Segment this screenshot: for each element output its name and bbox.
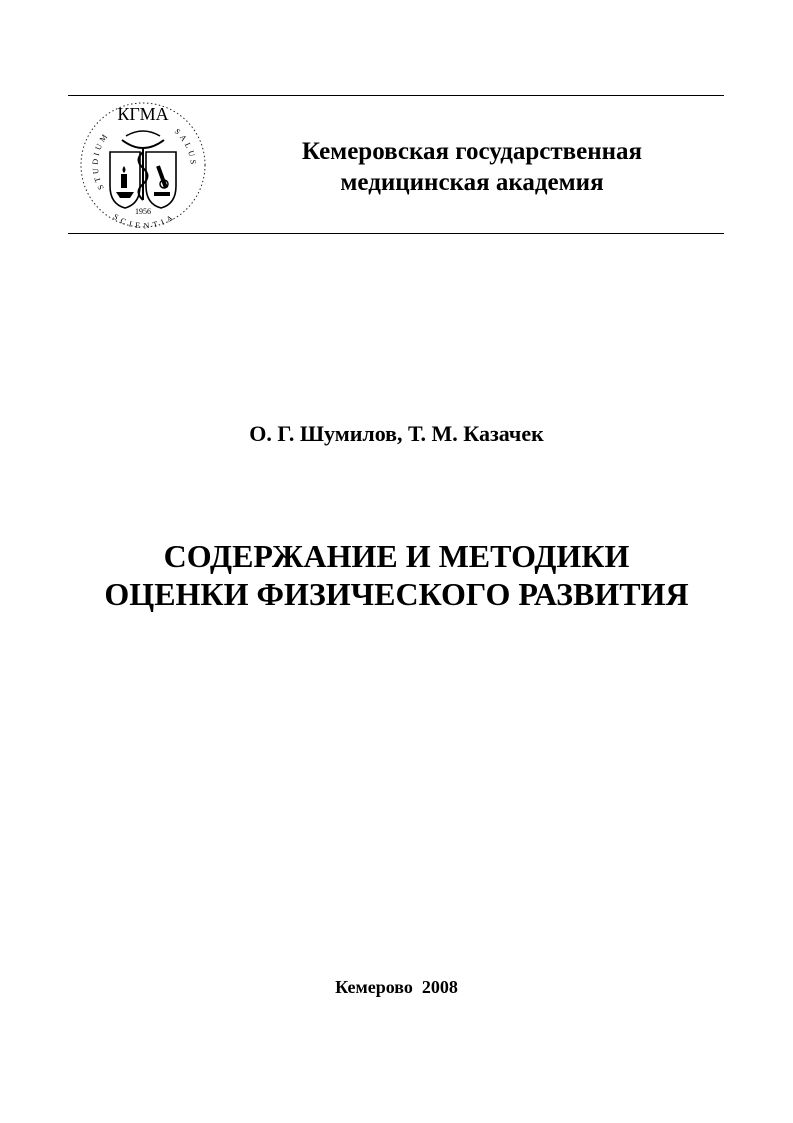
institution-name-line-2: медицинская академия	[340, 169, 604, 196]
institution-name	[240, 136, 704, 198]
header-top-rule	[68, 95, 724, 96]
document-title-line-1: СОДЕРЖАНИЕ И МЕТОДИКИ	[163, 538, 630, 574]
academy-logo	[78, 100, 208, 230]
svg-text:SALUS: SALUS	[172, 126, 198, 168]
authors: О. Г. Шумилов, Т. М. Казачек	[249, 421, 544, 446]
logo-abbreviation: КГМА	[117, 104, 169, 124]
svg-text:SCIENTIA: SCIENTIA	[111, 211, 178, 230]
document-title-line-2: ОЦЕНКИ ФИЗИЧЕСКОГО РАЗВИТИЯ	[104, 576, 689, 612]
institution-name-line-1: Кемеровская государственная	[301, 138, 643, 165]
logo-year: 1956	[135, 207, 151, 216]
place-and-year: Кемерово 2008	[335, 977, 458, 997]
document-title	[0, 537, 793, 613]
academy-seal-icon	[78, 100, 208, 230]
header-bottom-rule	[68, 233, 724, 234]
svg-text:STUDIUM: STUDIUM	[90, 130, 111, 192]
